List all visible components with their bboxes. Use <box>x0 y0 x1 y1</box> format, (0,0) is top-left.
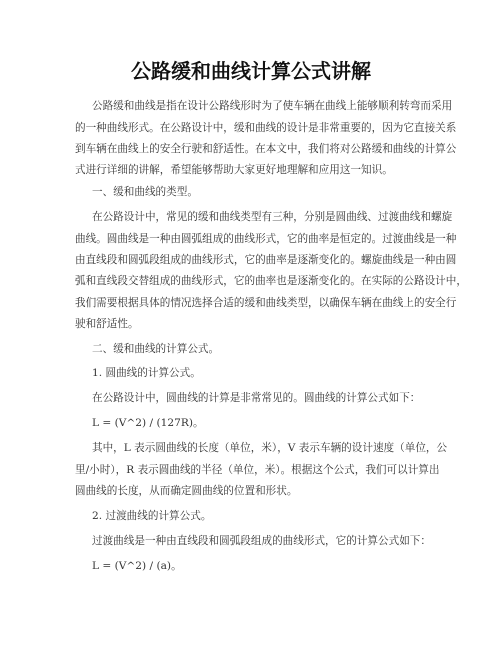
paragraph-line: 圆曲线的长度，从而确定圆曲线的位置和形状。 <box>75 485 298 497</box>
subsection-heading: 2. 过渡曲线的计算公式。 <box>92 510 212 522</box>
paragraph-line: 我们需要根据具体的情况选择合适的缓和曲线类型，以确保车辆在曲线上的安全行 <box>75 297 457 309</box>
paragraph-line: 里/小时），R 表示圆曲线的半径（单位，米）。根据这个公式，我们可以计算出 <box>75 464 440 476</box>
paragraph-line: 的一种曲线形式。在公路设计中，缓和曲线的设计是非常重要的，因为它直接关系 <box>75 122 457 134</box>
paragraph-line: 式进行详细的讲解，希望能够帮助大家更好地理解和应用这一知识。 <box>75 164 393 176</box>
paragraph-line: 由直线段和圆弧段组成的曲线形式，它的曲率是逐渐变化的。螺旋曲线是一种由圆 <box>75 254 457 266</box>
document-title: 公路缓和曲线计算公式讲解 <box>131 59 371 83</box>
paragraph-line: 曲线。圆曲线是一种由圆弧组成的曲线形式，它的曲率是恒定的。过渡曲线是一种 <box>75 233 457 245</box>
formula-line: L = (V^2) / (127R)。 <box>92 417 204 429</box>
paragraph-line: 弧和直线段交替组成的曲线形式，它的曲率也是逐渐变化的。在实际的公路设计中， <box>75 275 467 287</box>
paragraph-line: 驶和舒适性。 <box>75 318 139 330</box>
paragraph-line: 过渡曲线是一种由直线段和圆弧段组成的曲线形式，它的计算公式如下： <box>92 535 431 547</box>
subsection-heading: 1. 圆曲线的计算公式。 <box>92 367 201 379</box>
formula-line: L = (V^2) / (a)。 <box>92 560 182 572</box>
paragraph-line: 到车辆在曲线上的安全行驶和舒适性。在本文中，我们将对公路缓和曲线的计算公 <box>75 143 457 155</box>
section-heading: 二、缓和曲线的计算公式。 <box>92 343 220 355</box>
paragraph-line: 其中，L 表示圆曲线的长度（单位，米），V 表示车辆的设计速度（单位，公 <box>92 442 448 454</box>
paragraph-line: 在公路设计中，圆曲线的计算是非常常见的。圆曲线的计算公式如下： <box>92 392 421 404</box>
paragraph-line: 公路缓和曲线是指在设计公路线形时为了使车辆在曲线上能够顺利转弯而采用 <box>92 100 453 112</box>
paragraph-line: 在公路设计中，常见的缓和曲线类型有三种，分别是圆曲线、过渡曲线和螺旋 <box>92 211 453 223</box>
section-heading: 一、缓和曲线的类型。 <box>92 186 198 198</box>
